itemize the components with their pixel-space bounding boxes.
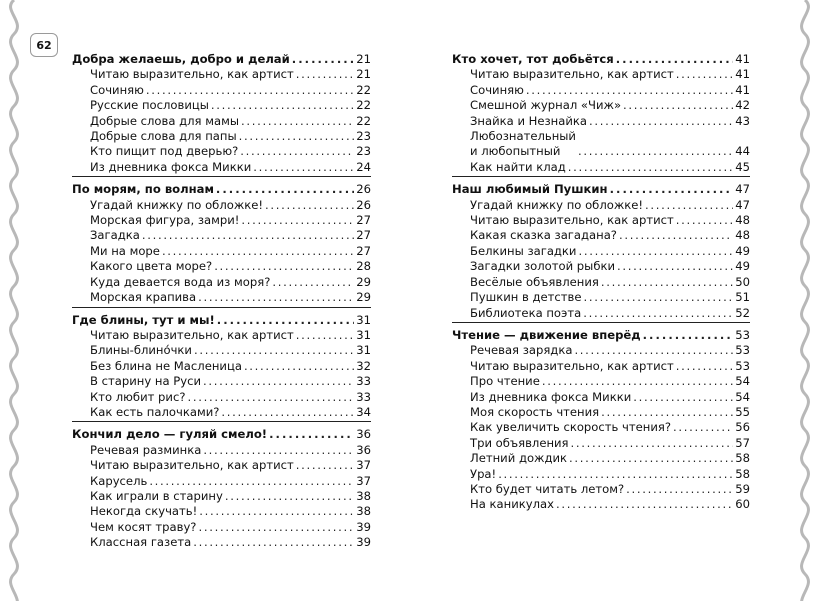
- dot-leader: [526, 83, 733, 98]
- entry-page-number: 56: [735, 420, 750, 435]
- section-page-number: 53: [735, 327, 750, 342]
- toc-entry[interactable]: [452, 83, 750, 98]
- toc-entry[interactable]: [72, 343, 371, 358]
- toc-entry[interactable]: [72, 405, 371, 420]
- toc-entry[interactable]: [72, 83, 371, 98]
- toc-entry[interactable]: [72, 114, 371, 129]
- dot-leader: [556, 497, 733, 512]
- dot-leader: [498, 467, 733, 482]
- toc-entry[interactable]: [452, 482, 750, 497]
- entry-title: Как играли в старину: [90, 488, 223, 503]
- entry-title: Морская фигура, замри!: [90, 213, 240, 228]
- dot-leader: [617, 259, 733, 274]
- entry-page-number: 31: [356, 343, 371, 358]
- entry-page-number: 33: [356, 389, 371, 404]
- entry-page-number: 36: [356, 442, 371, 457]
- dot-leader: [676, 359, 733, 374]
- entry-page-number: 51: [735, 290, 750, 305]
- entry-title: Ура!: [470, 466, 497, 481]
- entry-title: Сочиняю: [90, 82, 144, 97]
- entry-page-number: 49: [735, 243, 750, 258]
- section-page-number: 36: [356, 427, 371, 442]
- dot-leader: [214, 259, 354, 274]
- dot-leader: [146, 83, 354, 98]
- toc-entry[interactable]: [72, 160, 371, 175]
- dot-leader: [574, 343, 733, 358]
- dot-leader: [217, 313, 354, 328]
- entry-page-number: 23: [356, 129, 371, 144]
- entry-title: Читаю выразительно, как артист: [90, 67, 294, 82]
- toc-entry[interactable]: [72, 535, 371, 550]
- toc-entry[interactable]: [452, 359, 750, 374]
- entry-page-number: 54: [735, 374, 750, 389]
- entry-title: Из дневника фокса Микки: [90, 159, 252, 174]
- entry-page-number: 21: [356, 67, 371, 82]
- dot-leader: [673, 420, 733, 435]
- entry-page-number: 37: [356, 458, 371, 473]
- toc-entry[interactable]: [72, 390, 371, 405]
- entry-title: Сочиняю: [470, 82, 524, 97]
- entry-page-number: 38: [356, 488, 371, 503]
- dot-leader: [269, 427, 354, 442]
- toc-entry[interactable]: [72, 504, 371, 519]
- toc-column-right: [452, 52, 750, 519]
- dot-leader: [203, 374, 354, 389]
- dot-leader: [241, 114, 354, 129]
- entry-title: Какого цвета море?: [90, 259, 213, 274]
- entry-page-number: 34: [356, 404, 371, 419]
- section-page-number: 41: [735, 52, 750, 66]
- entry-title: Морская крапива: [90, 290, 197, 305]
- section-title: Наш любимый Пушкин: [452, 182, 608, 197]
- entry-page-number: 41: [735, 67, 750, 82]
- toc-entry[interactable]: [72, 144, 371, 159]
- dot-leader: [194, 343, 354, 358]
- toc-entry[interactable]: [72, 374, 371, 389]
- entry-title: Смешной журнал «Чиж»: [470, 98, 622, 113]
- section-title: Кончил дело — гуляй смело!: [72, 427, 268, 442]
- section-title: Добра желаешь, добро и делай: [72, 52, 290, 66]
- toc-section: [72, 313, 371, 423]
- dot-leader: [578, 144, 733, 159]
- entry-page-number: 39: [356, 519, 371, 534]
- entry-page-number: 39: [356, 535, 371, 550]
- toc-entry[interactable]: [72, 259, 371, 274]
- entry-page-number: 33: [356, 374, 371, 389]
- dot-leader: [221, 405, 354, 420]
- entry-title: Читаю выразительно, как артист: [90, 327, 294, 342]
- dot-leader: [198, 520, 354, 535]
- entry-page-number: 22: [356, 82, 371, 97]
- section-title: Кто хочет, тот добьётся: [452, 52, 614, 66]
- entry-title: Знайка и Незнайка: [470, 113, 588, 128]
- entry-page-number: 31: [356, 327, 371, 342]
- entry-page-number: 53: [735, 343, 750, 358]
- toc-section-heading[interactable]: [72, 427, 371, 442]
- dot-leader: [619, 228, 733, 243]
- toc-entry[interactable]: [452, 129, 750, 160]
- toc-entry[interactable]: [452, 343, 750, 358]
- entry-title: Куда девается вода из моря?: [90, 274, 271, 289]
- entry-title: Про чтение: [470, 374, 540, 389]
- entry-title: Классная газета: [90, 535, 192, 550]
- toc-entry[interactable]: [452, 451, 750, 466]
- entry-page-number: 53: [735, 358, 750, 373]
- section-title: Чтение — движение вперёд: [452, 327, 641, 342]
- toc-entry[interactable]: [452, 390, 750, 405]
- toc-entry[interactable]: [452, 98, 750, 113]
- entry-title: Весёлые объявления: [470, 274, 599, 289]
- entry-title: Речевая зарядка: [470, 343, 573, 358]
- entry-title: Летний дождик: [470, 451, 568, 466]
- toc-section-heading[interactable]: [452, 182, 750, 197]
- entry-title: Как увеличить скорость чтения?: [470, 420, 671, 435]
- entry-title: Угадай книжку по обложке!: [470, 197, 644, 212]
- dot-leader: [216, 182, 354, 197]
- toc-section: [72, 427, 371, 551]
- toc-entry[interactable]: [72, 213, 371, 228]
- dot-leader: [149, 474, 354, 489]
- entry-page-number: 38: [356, 504, 371, 519]
- toc-entry[interactable]: [72, 275, 371, 290]
- entry-title: Как есть палочками?: [90, 404, 220, 419]
- dot-leader: [199, 504, 354, 519]
- dot-leader: [239, 129, 355, 144]
- toc-entry[interactable]: [72, 244, 371, 259]
- dot-leader: [676, 213, 733, 228]
- section-page-number: 26: [356, 182, 371, 197]
- entry-title: Кто будет читать летом?: [470, 481, 625, 496]
- dot-leader: [265, 198, 354, 213]
- toc-section-heading[interactable]: [452, 328, 750, 343]
- toc-entry[interactable]: [452, 497, 750, 512]
- decorative-wave-border-right: [791, 0, 819, 601]
- dot-leader: [542, 374, 733, 389]
- entry-page-number: 50: [735, 274, 750, 289]
- entry-title: Белкины загадки: [470, 243, 577, 258]
- entry-page-number: 60: [735, 497, 750, 512]
- dot-leader: [601, 275, 733, 290]
- entry-page-number: 28: [356, 259, 371, 274]
- toc-entry[interactable]: [452, 160, 750, 175]
- entry-page-number: 29: [356, 274, 371, 289]
- dot-leader: [568, 160, 733, 175]
- section-title: Где блины, тут и мы!: [72, 312, 215, 327]
- toc-section-heading[interactable]: [72, 182, 371, 197]
- entry-title: Добрые слова для папы: [90, 129, 237, 144]
- entry-title-line-2: и любопытный: [470, 144, 561, 159]
- dot-leader: [623, 98, 733, 113]
- entry-page-number: 57: [735, 435, 750, 450]
- dot-leader: [643, 328, 734, 343]
- section-title: По морям, по волнам: [72, 182, 214, 197]
- section-page-number: 47: [735, 182, 750, 197]
- toc-entry[interactable]: [72, 198, 371, 213]
- toc-entry[interactable]: [452, 244, 750, 259]
- toc-entry[interactable]: [72, 129, 371, 144]
- entry-page-number: 58: [735, 466, 750, 481]
- entry-title: Кто любит рис?: [90, 389, 186, 404]
- toc-entry[interactable]: [72, 489, 371, 504]
- entry-title: Некогда скучать!: [90, 504, 198, 519]
- toc-entry[interactable]: [452, 436, 750, 451]
- toc-entry[interactable]: [452, 405, 750, 420]
- toc-entry[interactable]: [452, 198, 750, 213]
- entry-title: Добрые слова для мамы: [90, 113, 239, 128]
- entry-title: Какая сказка загадана?: [470, 228, 617, 243]
- toc-entry[interactable]: [452, 228, 750, 243]
- dot-leader: [571, 436, 734, 451]
- toc-section: [72, 182, 371, 307]
- entry-page-number: 42: [735, 98, 750, 113]
- entry-page-number: 59: [735, 481, 750, 496]
- entry-title: Без блина не Масленица: [90, 358, 242, 373]
- toc-entry[interactable]: [72, 98, 371, 113]
- entry-title: Моя скорость чтения: [470, 404, 600, 419]
- dot-leader: [633, 390, 733, 405]
- entry-page-number: 27: [356, 243, 371, 258]
- dot-leader: [241, 213, 354, 228]
- toc-entry[interactable]: [72, 359, 371, 374]
- entry-page-number: 47: [735, 197, 750, 212]
- entry-title: Угадай книжку по обложке!: [90, 197, 264, 212]
- entry-page-number: 27: [356, 228, 371, 243]
- toc-entry[interactable]: [72, 67, 371, 82]
- dot-leader: [601, 405, 733, 420]
- toc-section: [72, 52, 371, 177]
- page-number-badge: 62: [30, 33, 58, 57]
- toc-section-heading[interactable]: [72, 52, 371, 67]
- toc-section: [452, 52, 750, 177]
- dot-leader: [211, 98, 354, 113]
- toc-section-heading[interactable]: [72, 313, 371, 328]
- entry-title: Загадка: [90, 228, 140, 243]
- dot-leader: [193, 535, 354, 550]
- entry-title: В старину на Руси: [90, 374, 202, 389]
- entry-page-number: 27: [356, 213, 371, 228]
- entry-page-number: 23: [356, 144, 371, 159]
- entry-title: На каникулах: [470, 497, 554, 512]
- entry-title: Из дневника фокса Микки: [470, 389, 632, 404]
- dot-leader: [292, 52, 354, 67]
- entry-page-number: 43: [735, 113, 750, 128]
- dot-leader: [203, 443, 354, 458]
- entry-page-number: 22: [356, 98, 371, 113]
- dot-leader: [645, 198, 733, 213]
- decorative-wave-border-left: [0, 0, 28, 601]
- toc-entry[interactable]: [452, 213, 750, 228]
- entry-page-number: 55: [735, 404, 750, 419]
- entry-page-number: 29: [356, 290, 371, 305]
- entry-page-number: 32: [356, 358, 371, 373]
- dot-leader: [610, 182, 734, 197]
- dot-leader: [162, 244, 354, 259]
- dot-leader: [569, 451, 733, 466]
- toc-entry[interactable]: [72, 443, 371, 458]
- dot-leader: [253, 160, 354, 175]
- entry-page-number: 49: [735, 259, 750, 274]
- toc-entry[interactable]: [72, 328, 371, 343]
- entry-title: Как найти клад: [470, 159, 566, 174]
- dot-leader: [244, 359, 354, 374]
- dot-leader: [296, 458, 354, 473]
- entry-page-number: 45: [735, 159, 750, 174]
- section-page-number: 31: [356, 312, 371, 327]
- entry-title: Загадки золотой рыбки: [470, 259, 616, 274]
- toc-entry[interactable]: [452, 467, 750, 482]
- dot-leader: [240, 144, 354, 159]
- dot-leader: [142, 228, 354, 243]
- dot-leader: [578, 244, 733, 259]
- dot-leader: [272, 275, 354, 290]
- entry-title: [470, 129, 576, 160]
- dot-leader: [198, 290, 354, 305]
- entry-page-number: 48: [735, 213, 750, 228]
- toc-entry[interactable]: [452, 114, 750, 129]
- toc-entry[interactable]: [452, 290, 750, 305]
- dot-leader: [296, 67, 354, 82]
- dot-leader: [616, 52, 734, 67]
- toc-section: [452, 328, 750, 514]
- toc-entry[interactable]: [452, 259, 750, 274]
- toc-entry[interactable]: [72, 228, 371, 243]
- entry-title: Кто пищит под дверью?: [90, 144, 239, 159]
- toc-entry[interactable]: [72, 520, 371, 535]
- dot-leader: [225, 489, 354, 504]
- toc-entry[interactable]: [452, 275, 750, 290]
- toc-entry[interactable]: [452, 306, 750, 321]
- entry-title: Пушкин в детстве: [470, 290, 582, 305]
- entry-title: Чем косят траву?: [90, 519, 197, 534]
- dot-leader: [626, 482, 733, 497]
- entry-title: Карусель: [90, 473, 148, 488]
- entry-title: Читаю выразительно, как артист: [470, 358, 674, 373]
- entry-title: Читаю выразительно, как артист: [90, 458, 294, 473]
- entry-title: Три объявления: [470, 435, 569, 450]
- entry-title: Русские пословицы: [90, 98, 209, 113]
- dot-leader: [584, 290, 734, 305]
- entry-page-number: 48: [735, 228, 750, 243]
- entry-title: Читаю выразительно, как артист: [470, 67, 674, 82]
- toc-entry[interactable]: [72, 458, 371, 473]
- entry-page-number: 22: [356, 113, 371, 128]
- entry-page-number: 54: [735, 389, 750, 404]
- toc-section-heading[interactable]: [452, 52, 750, 67]
- entry-page-number: 58: [735, 451, 750, 466]
- dot-leader: [583, 306, 733, 321]
- entry-title: Ми на море: [90, 243, 160, 258]
- entry-page-number: 37: [356, 473, 371, 488]
- toc-column-left: [72, 52, 371, 557]
- entry-page-number: 52: [735, 305, 750, 320]
- entry-title: Речевая разминка: [90, 442, 202, 457]
- toc-entry[interactable]: [452, 374, 750, 389]
- entry-page-number: 41: [735, 82, 750, 97]
- dot-leader: [296, 328, 354, 343]
- toc-entry[interactable]: [72, 474, 371, 489]
- toc-entry[interactable]: [452, 67, 750, 82]
- section-page-number: 21: [356, 52, 371, 66]
- entry-page-number: 44: [735, 144, 750, 159]
- entry-page-number: 24: [356, 159, 371, 174]
- entry-page-number: 26: [356, 197, 371, 212]
- dot-leader: [187, 390, 354, 405]
- dot-leader: [589, 114, 733, 129]
- entry-title: Блины-блино́чки: [90, 343, 192, 358]
- dot-leader: [676, 67, 733, 82]
- toc-section: [452, 182, 750, 323]
- toc-entry[interactable]: [72, 290, 371, 305]
- toc-entry[interactable]: [452, 420, 750, 435]
- entry-title: Библиотека поэта: [470, 305, 582, 320]
- entry-title-line-1: Любознательный: [470, 129, 576, 144]
- entry-title: Читаю выразительно, как артист: [470, 213, 674, 228]
